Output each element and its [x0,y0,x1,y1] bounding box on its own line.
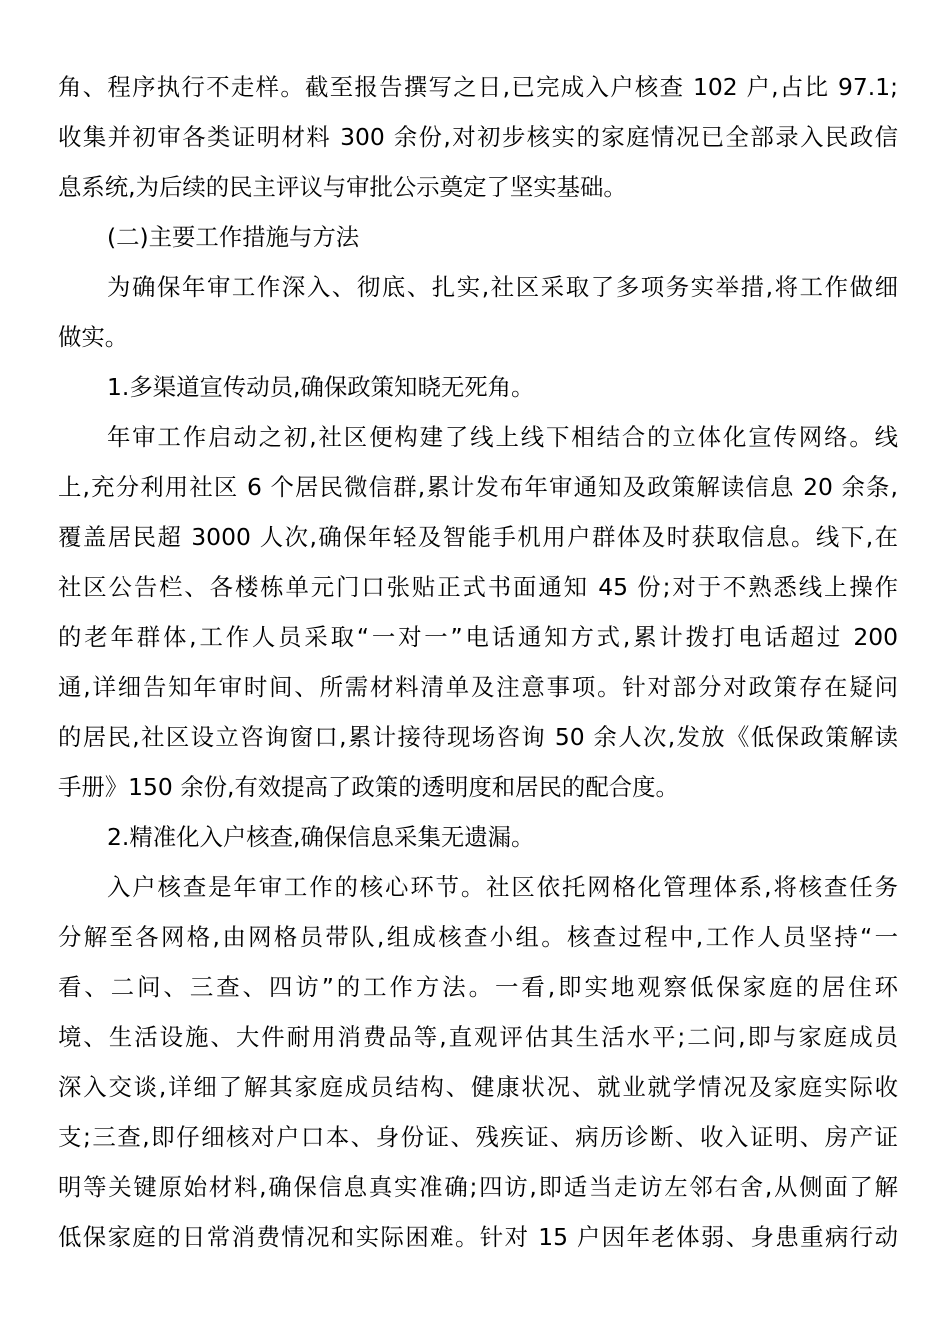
body-text-line: 手册》150 余份,有效提高了政策的透明度和居民的配合度。 [58,773,679,801]
section-heading: (二)主要工作措施与方法 [107,223,360,251]
body-text-line: 做实。 [58,323,129,351]
body-text-line: 角、程序执行不走样。截至报告撰写之日,已完成入户核查 102 户,占比 97.1; [58,73,898,101]
body-text-line: 息系统,为后续的民主评议与审批公示奠定了坚实基础。 [58,173,627,201]
body-text-line: 入户核查是年审工作的核心环节。社区依托网格化管理体系,将核查任务 [107,873,898,901]
body-text-line: 的居民,社区设立咨询窗口,累计接待现场咨询 50 余人次,发放《低保政策解读 [58,723,898,751]
body-text-line: 上,充分利用社区 6 个居民微信群,累计发布年审通知及政策解读信息 20 余条, [58,473,898,501]
body-text-line: 看、二问、三查、四访”的工作方法。一看,即实地观察低保家庭的居住环 [58,973,898,1001]
body-text-line: 的老年群体,工作人员采取“一对一”电话通知方式,累计拨打电话超过 200 [58,623,898,651]
body-text-line: 低保家庭的日常消费情况和实际困难。针对 15 户因年老体弱、身患重病行动 [58,1223,898,1251]
subsection-heading: 1.多渠道宣传动员,确保政策知晓无死角。 [107,373,535,401]
body-text-line: 社区公告栏、各楼栋单元门口张贴正式书面通知 45 份;对于不熟悉线上操作 [58,573,898,601]
subsection-heading: 2.精准化入户核查,确保信息采集无遗漏。 [107,823,535,851]
body-text-line: 深入交谈,详细了解其家庭成员结构、健康状况、就业就学情况及家庭实际收 [58,1073,898,1101]
body-text-line: 明等关键原始材料,确保信息真实准确;四访,即适当走访左邻右舍,从侧面了解 [58,1173,898,1201]
body-text-line: 分解至各网格,由网格员带队,组成核查小组。核查过程中,工作人员坚持“一 [58,923,898,951]
body-text-line: 覆盖居民超 3000 人次,确保年轻及智能手机用户群体及时获取信息。线下,在 [58,523,898,551]
body-text-line: 通,详细告知年审时间、所需材料清单及注意事项。针对部分对政策存在疑问 [58,673,898,701]
body-text-line: 为确保年审工作深入、彻底、扎实,社区采取了多项务实举措,将工作做细 [107,273,898,301]
body-text-line: 年审工作启动之初,社区便构建了线上线下相结合的立体化宣传网络。线 [107,423,898,451]
body-text-line: 境、生活设施、大件耐用消费品等,直观评估其生活水平;二问,即与家庭成员 [58,1023,898,1051]
body-text-line: 支;三查,即仔细核对户口本、身份证、残疾证、病历诊断、收入证明、房产证 [58,1123,898,1151]
body-text-line: 收集并初审各类证明材料 300 余份,对初步核实的家庭情况已全部录入民政信 [58,123,898,151]
